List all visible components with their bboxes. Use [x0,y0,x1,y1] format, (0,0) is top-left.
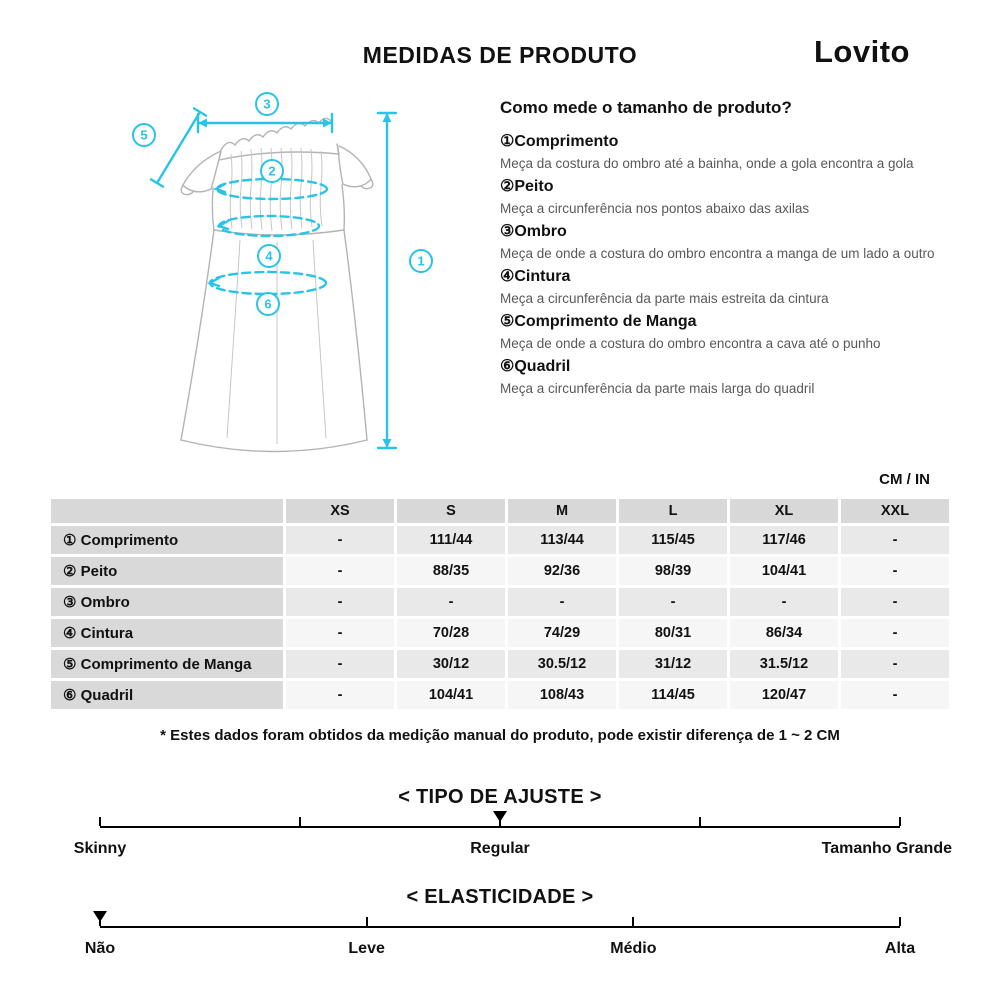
elasticity-scale [84,900,916,970]
elasticity-label-alta: Alta [884,940,916,957]
cell: 117/46 [730,526,838,554]
cell: 86/34 [730,619,838,647]
page-title: MEDIDAS DE PRODUTO [362,42,638,68]
elasticity-tick [899,917,901,926]
table-row [51,619,949,647]
callout-5-label: 5 [140,127,148,143]
fit-scale-line [100,826,900,828]
row-label: ③ Ombro [51,588,283,616]
guide-item-num: ① [500,133,515,150]
cell: 113/44 [508,526,616,554]
col-header-xl: XL [730,499,838,523]
guide-item-desc: Meça da costura do ombro até a bainha, onde a gola encontra a gola [500,156,914,171]
guide-item-num: ⑥ [500,358,515,375]
cell: - [730,588,838,616]
row-label: ② Peito [51,557,283,585]
cell: 114/45 [619,681,727,709]
row-label: ⑥ Quadril [51,681,283,709]
guide-heading: Como mede o tamanho de produto? [500,98,792,117]
guide-item-peito [500,176,950,198]
col-header-blank [51,499,283,523]
cell: - [286,526,394,554]
guide-item-comprimento [500,131,950,153]
measure-guide [500,98,950,400]
guide-item-label: Comprimento [514,133,619,150]
cell: - [286,650,394,678]
row-label: ⑤ Comprimento de Manga [51,650,283,678]
cell: 30/12 [397,650,505,678]
fit-marker-icon [493,811,507,822]
cell: - [841,588,949,616]
cell: 31.5/12 [730,650,838,678]
elasticity-tick [632,917,634,926]
elasticity-marker-icon [93,911,107,922]
elasticity-scale-title: < ELASTICIDADE > [406,886,594,908]
cell: 104/41 [397,681,505,709]
guide-item-label: Comprimento de Manga [514,313,697,330]
cell: 92/36 [508,557,616,585]
cell: 111/44 [397,526,505,554]
guide-item-label: Peito [514,178,554,195]
row-label: ① Comprimento [51,526,283,554]
guide-item-cintura [500,266,950,288]
col-header-l: L [619,499,727,523]
cell: 30.5/12 [508,650,616,678]
table-row [51,681,949,709]
fit-label-skinny: Skinny [73,840,127,857]
cell: - [841,681,949,709]
guide-item-num: ③ [500,223,515,240]
col-header-s: S [397,499,505,523]
callout-2-label: 2 [268,163,276,179]
units-label: CM / IN [879,471,930,488]
fit-label-regular: Regular [470,840,530,857]
brand-logo: Lovito [814,34,910,69]
elasticity-scale-line [100,926,900,928]
guide-item-ombro [500,221,950,243]
cell: - [508,588,616,616]
cell: 80/31 [619,619,727,647]
cell: - [397,588,505,616]
cell: - [619,588,727,616]
cell: 98/39 [619,557,727,585]
table-row [51,526,949,554]
callout-3-label: 3 [263,96,271,112]
fit-tick [299,817,301,826]
guide-item-quadril [500,356,950,378]
cell: - [841,557,949,585]
fit-scale [73,800,952,870]
size-table [48,496,952,712]
fit-tick [699,817,701,826]
elasticity-label-leve: Leve [348,940,385,957]
table-row [51,588,949,616]
table-row [51,650,949,678]
cell: 108/43 [508,681,616,709]
cell: 115/45 [619,526,727,554]
cell: - [286,557,394,585]
cell: 120/47 [730,681,838,709]
cell: 70/28 [397,619,505,647]
callout-6-label: 6 [264,296,272,312]
guide-item-desc: Meça a circunferência da parte mais estreita da cintura [500,291,829,306]
col-header-xs: XS [286,499,394,523]
cell: - [841,526,949,554]
elasticity-label-medio: Médio [610,940,657,957]
elasticity-label-nao: Não [84,940,116,957]
measurement-footnote: * Estes dados foram obtidos da medição manual do produto, pode existir diferença de 1 ~ 2 CM [160,727,840,744]
guide-item-label: Cintura [514,268,571,285]
table-header-row [51,499,949,523]
guide-item-desc: Meça a circunferência nos pontos abaixo das axilas [500,201,810,216]
cell: - [841,619,949,647]
guide-item-desc: Meça a circunferência da parte mais larga do quadril [500,381,815,396]
cell: - [841,650,949,678]
guide-item-label: Quadril [514,358,571,375]
cell: 88/35 [397,557,505,585]
callout-1-label: 1 [417,253,425,269]
fit-tick [899,817,901,826]
cell: 104/41 [730,557,838,585]
guide-item-num: ⑤ [500,313,515,330]
col-header-m: M [508,499,616,523]
fit-tick [99,817,101,826]
fit-label-tamanho-grande: Tamanho Grande [821,840,952,857]
elasticity-tick [366,917,368,926]
guide-item-label: Ombro [514,223,567,240]
row-label: ④ Cintura [51,619,283,647]
guide-item-num: ④ [500,268,515,285]
dress-measurement-diagram [55,88,475,473]
guide-item-desc: Meça de onde a costura do ombro encontra a manga de um lado a outro [500,246,935,261]
guide-item-num: ② [500,178,515,195]
cell: - [286,619,394,647]
cell: - [286,588,394,616]
table-row [51,557,949,585]
cell: 31/12 [619,650,727,678]
guide-item-manga [500,311,950,333]
cell: 74/29 [508,619,616,647]
cell: - [286,681,394,709]
col-header-xxl: XXL [841,499,949,523]
callout-4-label: 4 [265,248,273,264]
guide-item-desc: Meça de onde a costura do ombro encontra a cava até o punho [500,336,881,351]
fit-scale-title: < TIPO DE AJUSTE > [398,786,602,808]
